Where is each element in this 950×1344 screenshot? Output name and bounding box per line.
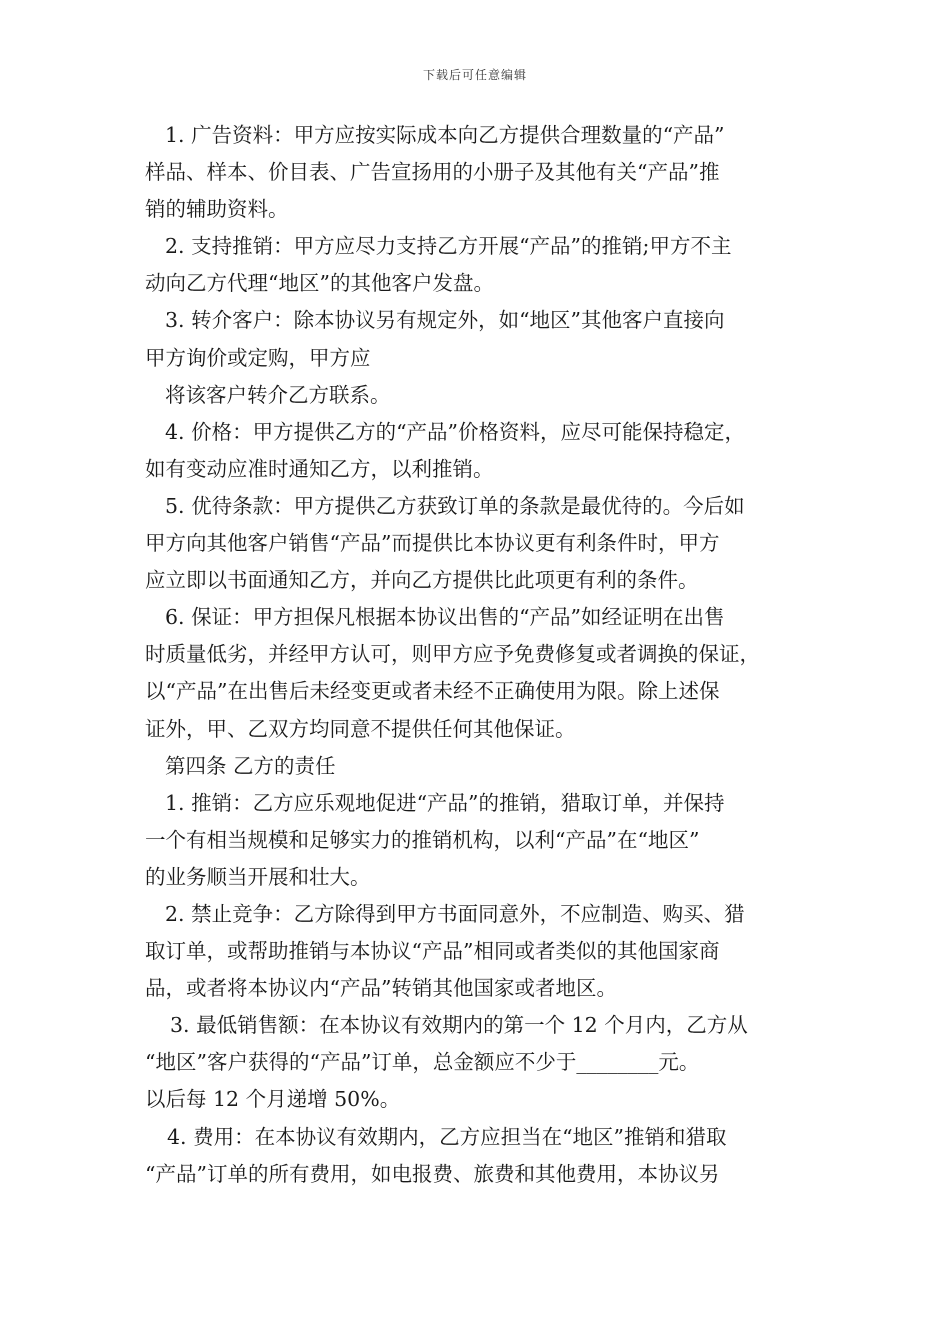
document-line: 以后每 12 个月递增 50%。 [145, 1087, 401, 1112]
document-line: 2. 禁止竞争：乙方除得到甲方书面同意外，不应制造、购买、猎 [165, 901, 745, 926]
document-line: 证外，甲、乙双方均同意不提供任何其他保证。 [145, 716, 576, 741]
document-line: 样品、样本、价目表、广告宣扬用的小册子及其他有关“产品”推 [145, 160, 720, 185]
document-line: 甲方向其他客户销售“产品”而提供比本协议更有利条件时，甲方 [145, 531, 720, 556]
document-line: 如有变动应准时通知乙方，以利推销。 [145, 456, 494, 481]
document-line: 应立即以书面通知乙方，并向乙方提供比此项更有利的条件。 [145, 568, 699, 593]
document-line: 3. 转介客户：除本协议另有规定外，如“地区”其他客户直接向 [165, 308, 725, 333]
document-line: 品，或者将本协议内“产品”转销其他国家或者地区。 [145, 976, 617, 1001]
document-line: 时质量低劣，并经甲方认可，则甲方应予免费修复或者调换的保证， [145, 642, 760, 667]
document-line: 一个有相当规模和足够实力的推销机构，以利“产品”在“地区” [145, 827, 700, 852]
document-line: 甲方询价或定购，甲方应 [145, 345, 371, 370]
document-line: 3. 最低销售额：在本协议有效期内的第一个 12 个月内，乙方从 [170, 1013, 748, 1038]
document-line: “地区”客户获得的“产品”订单，总金额应不少于________元。 [145, 1050, 700, 1075]
document-line: 动向乙方代理“地区”的其他客户发盘。 [145, 271, 494, 296]
document-line: 5. 优待条款：甲方提供乙方获致订单的条款是最优待的。今后如 [165, 493, 745, 518]
page-header-note: 下载后可任意编辑 [422, 68, 527, 82]
document-line: 销的辅助资料。 [145, 197, 289, 222]
document-line: 将该客户转介乙方联系。 [165, 382, 391, 407]
document-line: 以“产品”在出售后未经变更或者未经不正确使用为限。除上述保 [145, 679, 720, 704]
document-line: 取订单，或帮助推销与本协议“产品”相同或者类似的其他国家商 [145, 939, 720, 964]
document-line: 的业务顺当开展和壮大。 [145, 864, 371, 889]
document-line: 1. 推销：乙方应乐观地促进“产品”的推销，猎取订单，并保持 [165, 790, 725, 815]
document-line: “产品”订单的所有费用，如电报费、旅费和其他费用，本协议另 [145, 1161, 720, 1186]
document-line: 第四条 乙方的责任 [165, 753, 336, 778]
document-line: 6. 保证：甲方担保凡根据本协议出售的“产品”如经证明在出售 [165, 605, 725, 630]
document-body [145, 117, 810, 1193]
document-line: 4. 费用：在本协议有效期内，乙方应担当在“地区”推销和猎取 [167, 1124, 727, 1149]
document-line: 1. 广告资料：甲方应按实际成本向乙方提供合理数量的“产品” [165, 123, 725, 147]
document-line: 2. 支持推销：甲方应尽力支持乙方开展“产品”的推销;甲方不主 [165, 234, 732, 259]
document-line: 4. 价格：甲方提供乙方的“产品”价格资料，应尽可能保持稳定， [165, 419, 746, 444]
